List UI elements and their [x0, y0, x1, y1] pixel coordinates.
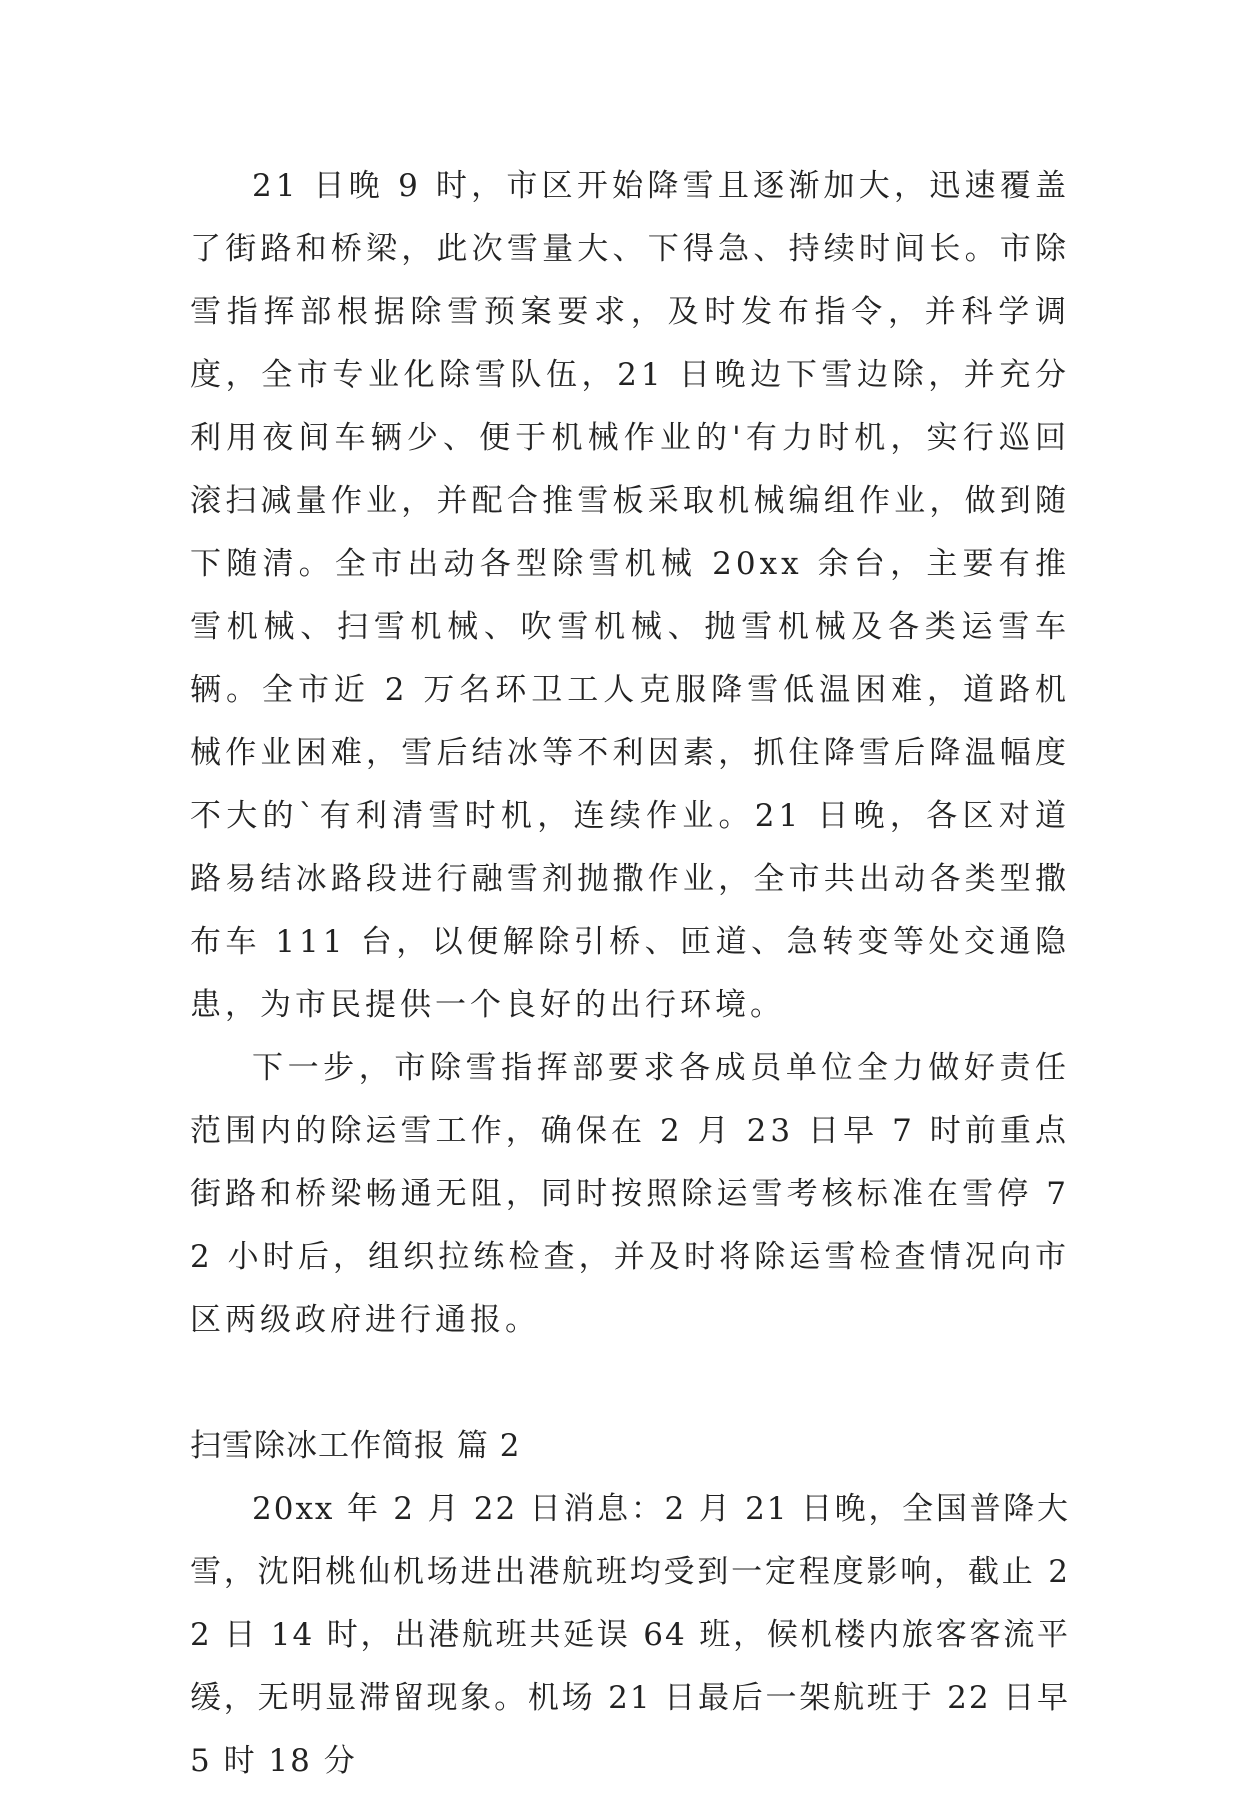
- paragraph-next-steps: 下一步，市除雪指挥部要求各成员单位全力做好责任范围内的除运雪工作，确保在 2 月 23 日早 7 时前重点街路和桥梁畅通无阻，同时按照除运雪考核标准在雪停 72 小时后，组织拉练检查，并及时将除运雪检查情况向市区两级政府进行通报。: [190, 1050, 1070, 1338]
- document-body: [190, 155, 1070, 1793]
- paragraph-airport-news: 20xx 年 2 月 22 日消息：2 月 21 日晚，全国普降大雪，沈阳桃仙机场进出港航班均受到一定程度影响，截止 22 日 14 时，出港航班共延误 64 班，候机楼内旅客客流平缓，无明显滞留现象。机场 21 日最后一架航班于 22 日早 5 时 18 分: [190, 1491, 1070, 1779]
- section-heading: 扫雪除冰工作简报 篇 2: [190, 1428, 521, 1464]
- paragraph-snow-removal-operations: 21 日晚 9 时，市区开始降雪且逐渐加大，迅速覆盖了街路和桥梁，此次雪量大、下得急、持续时间长。市除雪指挥部根据除雪预案要求，及时发布指令，并科学调度，全市专业化除雪队伍，21 日晚边下雪边除，并充分利用夜间车辆少、便于机械作业的'有力时机，实行巡回滚扫减量作业，并配合推雪板采取机械编组作业，做到随下随清。全市出动各型除雪机械 20xx 余台，主要有推雪机械、扫雪机械、吹雪机械、抛雪机械及各类运雪车辆。全市近 2 万名环卫工人克服降雪低温困难，道路机械作业困难，雪后结冰等不利因素，抓住降雪后降温幅度不大的`有利清雪时机，连续作业。21 日晚，各区对道路易结冰路段进行融雪剂抛撒作业，全市共出动各类型撒布车 111 台，以便解除引桥、匝道、急转变等处交通隐患，为市民提供一个良好的出行环境。: [190, 168, 1070, 1023]
